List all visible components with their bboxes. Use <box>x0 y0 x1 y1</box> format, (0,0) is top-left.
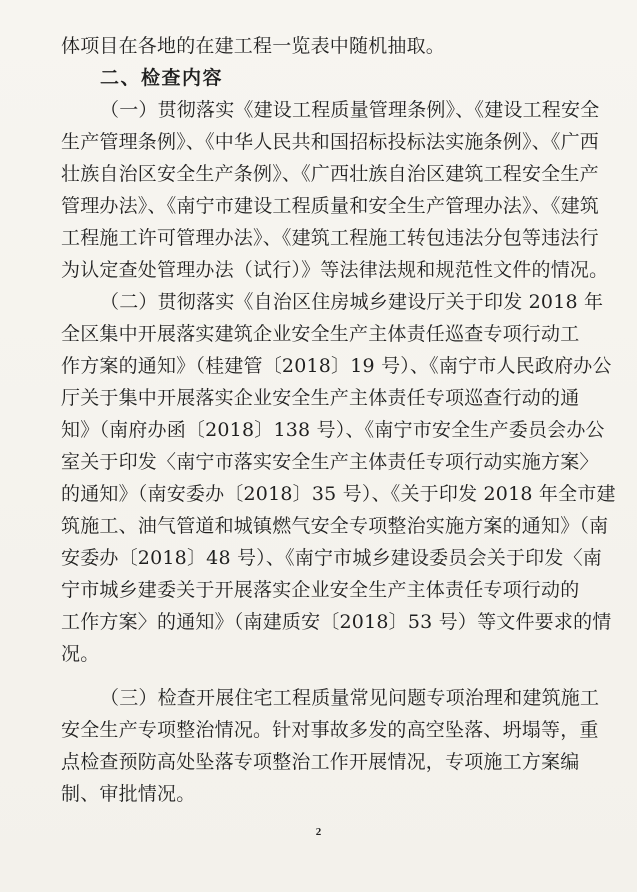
text-line: 况。 <box>61 643 100 665</box>
text-line: 作方案的通知》（桂建管〔2018〕19 号）、《南宁市人民政府办公 <box>61 355 612 377</box>
text-line: 宁市城乡建委关于开展落实企业安全生产主体责任专项行动的 <box>61 579 580 601</box>
text-line: 知》（南府办函〔2018〕138 号）、《南宁市安全生产委员会办公 <box>61 419 605 441</box>
text-line: （二）贯彻落实《自治区住房城乡建设厅关于印发 2018 年 <box>100 291 604 313</box>
text-line: （一）贯彻落实《建设工程质量管理条例》、《建设工程安全 <box>100 99 600 121</box>
text-line: 管理办法》、《南宁市建设工程质量和安全生产管理办法》、《建筑 <box>61 195 600 217</box>
text-line: 点检查预防高处坠落专项整治工作开展情况，专项施工方案编 <box>61 751 580 773</box>
text-line: 制、审批情况。 <box>61 783 196 805</box>
text-line: 生产管理条例》、《中华人民共和国招标投标法实施条例》、《广西 <box>61 131 600 153</box>
text-line: 体项目在各地的在建工程一览表中随机抽取。 <box>61 35 446 57</box>
text-line: 安全生产专项整治情况。针对事故多发的高空坠落、坍塌等，重 <box>61 719 599 741</box>
text-line: 的通知》（南安委办〔2018〕35 号）、《关于印发 2018 年全市建 <box>61 483 616 505</box>
text-line: 为认定查处管理办法（试行）》等法律法规和规范性文件的情况。 <box>61 259 609 281</box>
section-heading: 二、检查内容 <box>100 67 224 89</box>
text-line: 安委办〔2018〕48 号）、《南宁市城乡建设委员会关于印发〈南 <box>61 547 602 569</box>
text-line: 全区集中开展落实建筑企业安全生产主体责任巡查专项行动工 <box>61 323 580 345</box>
text-line: 壮族自治区安全生产条例》、《广西壮族自治区建筑工程安全生产 <box>61 163 599 185</box>
text-line: （三）检查开展住宅工程质量常见问题专项治理和建筑施工 <box>100 687 600 709</box>
page-number: 2 <box>315 826 322 838</box>
text-line: 厅关于集中开展落实企业安全生产主体责任专项巡查行动的通 <box>61 387 580 409</box>
text-line: 工作方案〉的通知》（南建质安〔2018〕53 号）等文件要求的情 <box>61 611 612 633</box>
text-line: 工程施工许可管理办法》、《建筑工程施工转包违法分包等违法行 <box>61 227 599 249</box>
text-line: 室关于印发〈南宁市落实安全生产主体责任专项行动实施方案〉 <box>61 451 599 473</box>
text-line: 筑施工、油气管道和城镇燃气安全专项整治实施方案的通知》（南 <box>61 515 609 537</box>
